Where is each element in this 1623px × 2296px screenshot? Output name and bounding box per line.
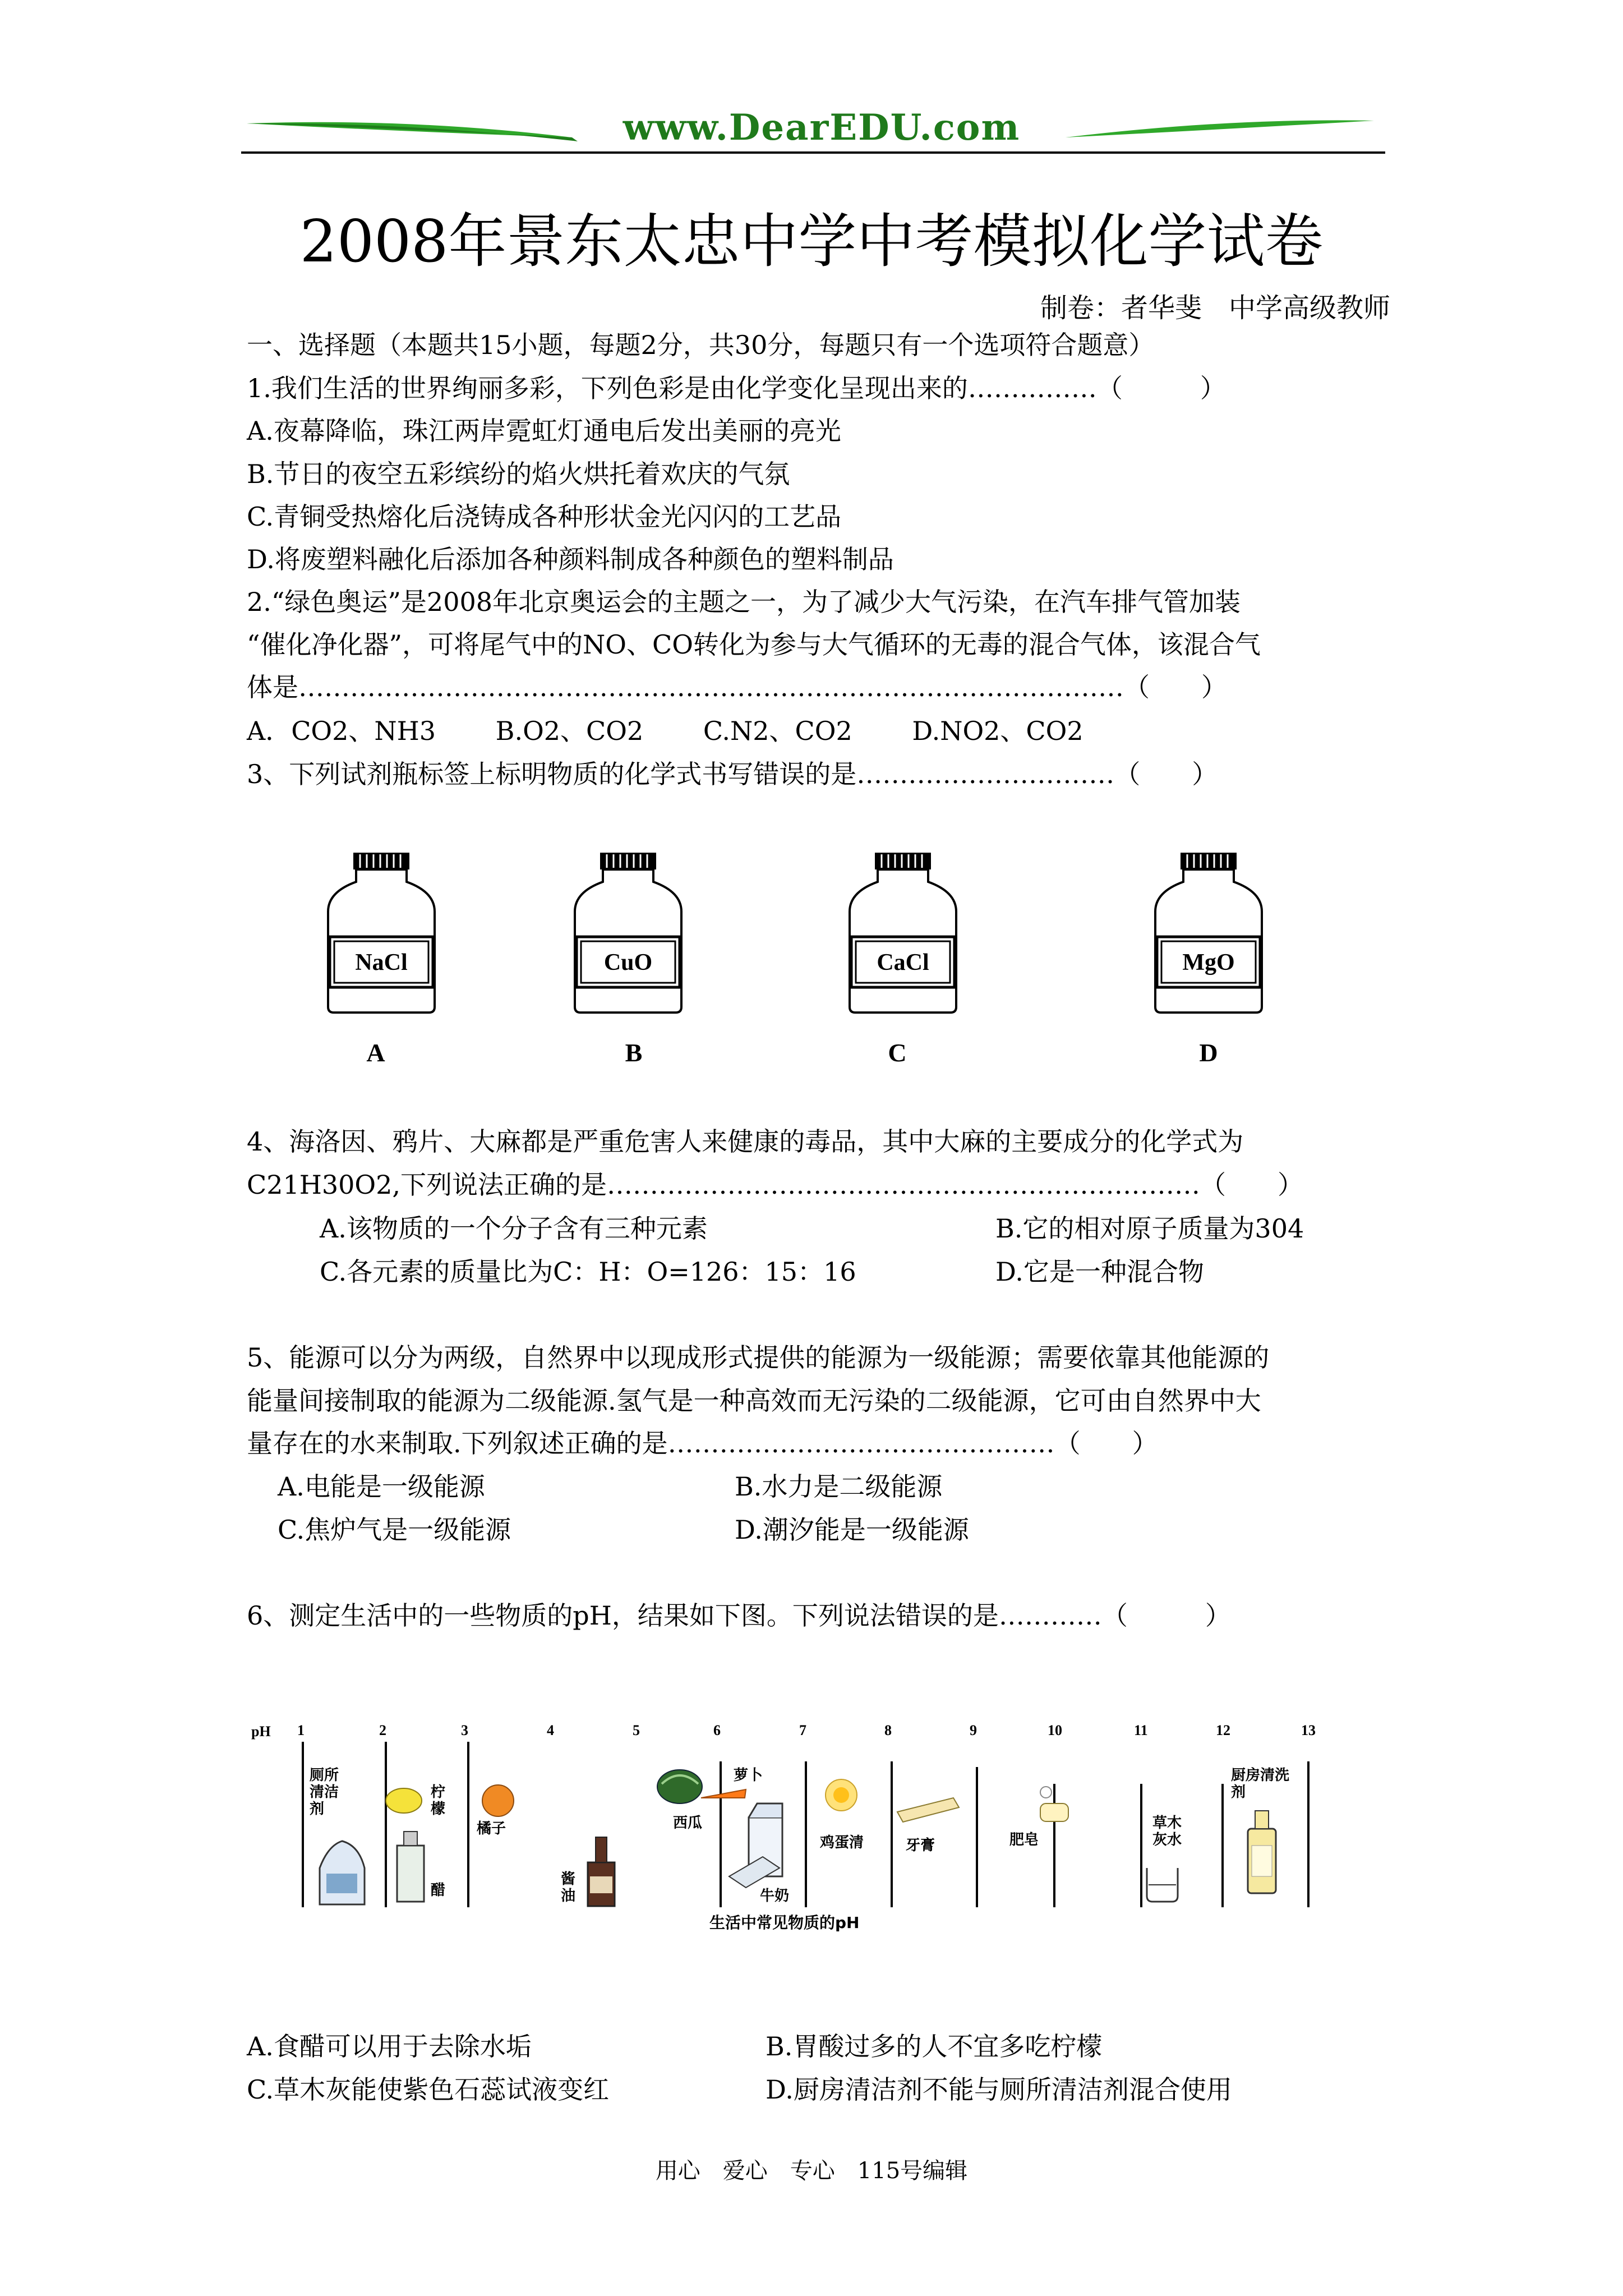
q1-stem: 1.我们生活的世界绚丽多彩，下列色彩是由化学变化呈现出来的……………（ ） [247,373,1226,403]
ph-number-6: 6 [713,1722,721,1738]
section-heading: 一、选择题（本题共15小题，每题2分，共30分，每题只有一个选项符合题意） [247,330,1155,360]
q1-option-d: D.将废塑料融化后添加各种颜料制成各种颜色的塑料制品 [247,544,894,574]
bottle-b-letter: B [625,1038,643,1067]
label-watermelon: 西瓜 [673,1815,703,1832]
bottle-c [847,853,959,1015]
label-plant-ash-water: 草木灰水 [1152,1815,1182,1848]
q5-line2: 能量间接制取的能源为二级能源.氢气是一种高效而无污染的二级能源，它可由自然界中大 [247,1386,1261,1416]
label-toothpaste: 牙膏 [906,1837,935,1854]
bottle-d [1152,853,1265,1015]
page-title: 2008年景东太忠中学中考模拟化学试卷 [299,207,1324,275]
label-radish: 萝卜 [734,1767,763,1784]
bottle-a-label: NaCl [355,950,408,976]
ph-number-1: 1 [297,1722,305,1738]
q5-option-d: D.潮汐能是一级能源 [735,1515,969,1545]
author-line: 制卷：者华斐 中学高级教师 [1040,292,1390,324]
ph-number-9: 9 [970,1722,977,1738]
ph-number-10: 10 [1048,1722,1062,1738]
q4-option-a: A.该物质的一个分子含有三种元素 [320,1213,708,1244]
header-banner [241,107,1385,157]
ph-number-5: 5 [633,1722,640,1738]
q6-stem: 6、测定生活中的一些物质的pH，结果如下图。下列说法错误的是…………（ ） [247,1600,1231,1631]
ph-number-11: 11 [1134,1722,1148,1738]
ph-figure-caption: 生活中常见物质的pH [709,1913,860,1932]
label-milk: 牛奶 [760,1888,790,1904]
label-toilet-cleaner: 厕所清洁剂 [310,1767,339,1818]
label-kitchen-cleaner: 厨房清洗剂 [1231,1767,1290,1801]
label-soap: 肥皂 [1009,1832,1039,1848]
label-vinegar: 醋 [431,1882,446,1899]
q2-line2: “催化净化器”，可将尾气中的NO、CO转化为参与大气循环的无毒的混合气体，该混合气 [247,629,1261,660]
bottle-a-letter: A [366,1038,385,1067]
header-site[interactable]: www.DearEDU.com [623,107,1021,149]
ph-number-8: 8 [884,1722,892,1738]
q4-option-c: C.各元素的质量比为C：H：O=126：15：16 [320,1257,856,1287]
ph-number-4: 4 [547,1722,554,1738]
bottle-icon [325,853,437,1015]
label-egg-white: 鸡蛋清 [820,1834,864,1851]
bottle-icon [572,853,684,1015]
q3-stem: 3、下列试剂瓶标签上标明物质的化学式书写错误的是…………………………（ ） [247,759,1218,789]
ph-number-2: 2 [379,1722,386,1738]
q6-option-c: C.草木灰能使紫色石蕊试液变红 [247,2074,610,2105]
bottle-a [325,853,437,1015]
q5-line1: 5、能源可以分为两级，自然界中以现成形式提供的能源为一级能源；需要依靠其他能源的 [247,1342,1270,1373]
ph-number-7: 7 [799,1722,806,1738]
ph-number-3: 3 [461,1722,468,1738]
q1-option-b: B.节日的夜空五彩缤纷的焰火烘托着欢庆的气氛 [247,459,790,489]
q1-option-c: C.青铜受热熔化后浇铸成各种形状金光闪闪的工艺品 [247,501,842,532]
q3-bottles [0,841,1623,1088]
q2-line1: 2.“绿色奥运”是2008年北京奥运会的主题之一，为了减少大气污染，在汽车排气管加装 [247,587,1241,617]
bottle-c-label: CaCl [877,950,929,976]
q4-line1: 4、海洛因、鸦片、大麻都是严重危害人来健康的毒品，其中大麻的主要成分的化学式为 [247,1126,1244,1157]
label-soy-sauce: 酱油 [561,1871,576,1904]
q6-option-a: A.食醋可以用于去除水垢 [247,2031,532,2062]
q5-line3: 量存在的水来制取.下列叙述正确的是………………………………………（ ） [247,1428,1158,1458]
ph-axis-label: pH [251,1723,271,1740]
ph-number-12: 12 [1216,1722,1230,1738]
q5-option-c: C.焦炉气是一级能源 [278,1515,511,1545]
label-orange: 橘子 [477,1820,506,1837]
bottle-icon [1152,853,1265,1015]
bottle-b-label: CuO [603,950,653,976]
q5-option-a: A.电能是一级能源 [278,1471,485,1502]
q2-options: A．CO2、NH3 B.O2、CO2 C.N2、CO2 D.NO2、CO2 [247,716,1083,746]
q4-option-d: D.它是一种混合物 [995,1257,1204,1287]
q6-option-d: D.厨房清洁剂不能与厕所清洁剂混合使用 [766,2074,1232,2105]
ph-number-13: 13 [1301,1722,1316,1738]
label-lemon: 柠檬 [431,1784,446,1818]
bottle-icon [847,853,959,1015]
bottle-b [572,853,684,1015]
q6-option-b: B.胃酸过多的人不宜多吃柠檬 [766,2031,1103,2062]
page-footer: 用心 爱心 专心 115号编辑 [655,2158,968,2184]
q4-option-b: B.它的相对原子质量为304 [995,1213,1304,1244]
q5-option-b: B.水力是二级能源 [735,1471,943,1502]
q4-line2: C21H30O2,下列说法正确的是……………………………………………………………（ ） [247,1170,1303,1200]
bottle-d-label: MgO [1182,950,1235,976]
q2-line3: 体是……………………………………………………………………………………（ ） [247,672,1227,702]
bottle-c-letter: C [888,1038,907,1067]
bottle-d-letter: D [1199,1038,1218,1067]
q1-option-a: A.夜幕降临，珠江两岸霓虹灯通电后发出美丽的亮光 [247,416,841,446]
